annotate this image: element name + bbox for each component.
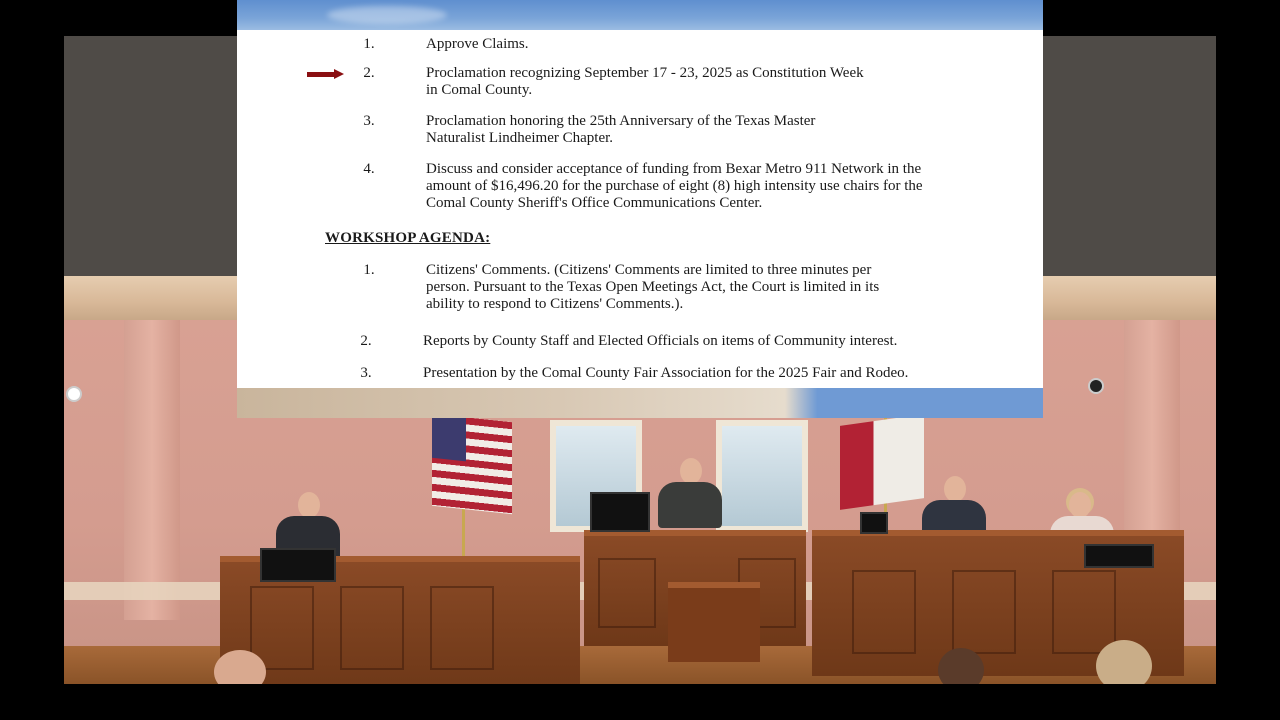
agenda-item-number: 2. xyxy=(363,65,375,81)
audience-head xyxy=(938,648,984,684)
agenda-item-text: Approve Claims. xyxy=(426,36,529,52)
agenda-item-text: in Comal County. xyxy=(426,82,533,98)
workshop-item-text: Reports by County Staff and Elected Officials on items of Community interest. xyxy=(423,333,898,349)
agenda-document xyxy=(237,30,1043,388)
pilaster xyxy=(124,320,180,620)
agenda-item-number: 4. xyxy=(363,161,375,177)
workshop-item-number: 2. xyxy=(360,333,372,349)
agenda-item-number: 3. xyxy=(363,113,375,129)
agenda-item-text: Proclamation honoring the 25th Anniversary of the Texas Master xyxy=(426,113,816,129)
workshop-item-text: Presentation by the Comal County Fair Association for the 2025 Fair and Rodeo. xyxy=(423,365,909,381)
workshop-item-text: Citizens' Comments. (Citizens' Comments are limited to three minutes per xyxy=(426,262,872,278)
us-flag-icon xyxy=(432,414,512,514)
agenda-overlay xyxy=(237,0,1043,418)
workshop-item-number: 1. xyxy=(363,262,375,278)
agenda-item-text: Comal County Sheriff's Office Communications Center. xyxy=(426,195,763,211)
monitor xyxy=(1084,544,1154,568)
security-camera-icon xyxy=(1088,378,1104,394)
workshop-agenda-heading: WORKSHOP AGENDA: xyxy=(325,230,491,246)
agenda-item-text: Proclamation recognizing September 17 - 23, 2025 as Constitution Week xyxy=(426,65,864,81)
wall-light-icon xyxy=(66,386,82,402)
workshop-item-text: person. Pursuant to the Texas Open Meetings Act, the Court is limited in its xyxy=(426,279,880,295)
window xyxy=(716,420,808,532)
monitor xyxy=(590,492,650,532)
agenda-item-text: Naturalist Lindheimer Chapter. xyxy=(426,130,614,146)
workshop-item-text: ability to respond to Citizens' Comments.). xyxy=(426,296,684,312)
monitor xyxy=(260,548,336,582)
podium xyxy=(668,582,760,662)
agenda-item-text: amount of $16,496.20 for the purchase of eight (8) high intensity use chairs for the xyxy=(426,178,923,194)
agenda-item-text: Discuss and consider acceptance of funding from Bexar Metro 911 Network in the xyxy=(426,161,922,177)
banner-bottom-strip xyxy=(237,388,1043,418)
workshop-item-number: 3. xyxy=(360,365,372,381)
sky-banner xyxy=(237,0,1043,30)
texas-flag-icon xyxy=(840,414,924,510)
pointer-arrow-icon xyxy=(307,69,345,79)
agenda-item-number: 1. xyxy=(363,36,375,52)
audience-head xyxy=(1096,640,1152,684)
monitor xyxy=(860,512,888,534)
